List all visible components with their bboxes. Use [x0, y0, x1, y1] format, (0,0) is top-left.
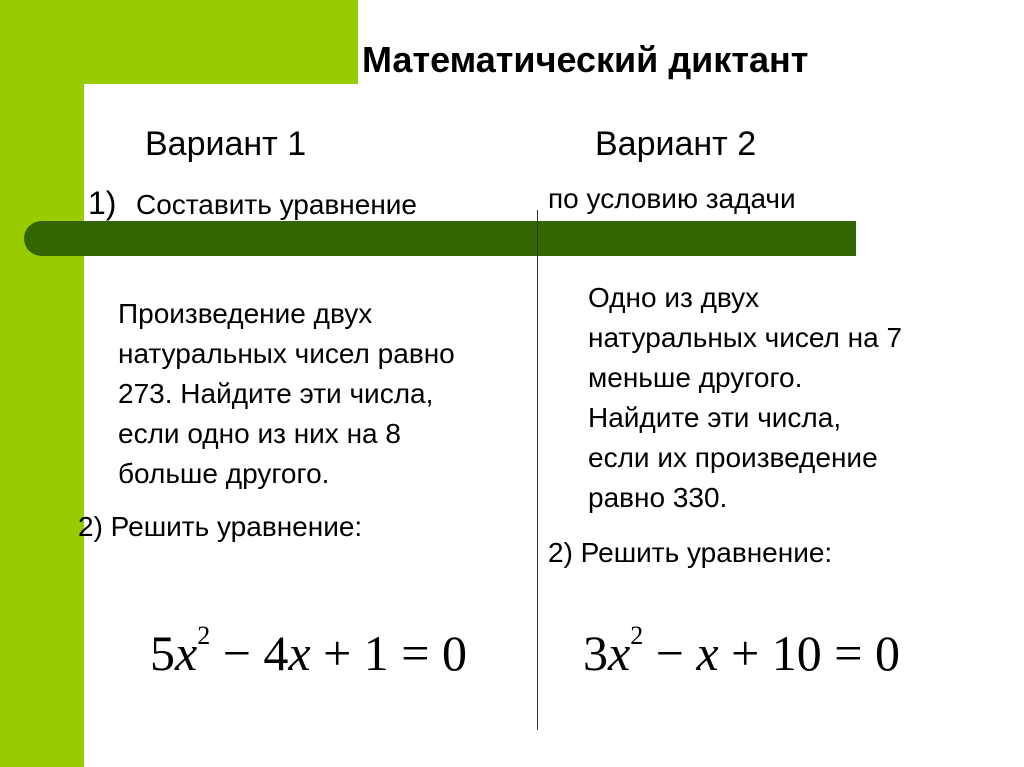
problem-line: равно 330. [588, 482, 728, 513]
eq-tail: + 10 = 0 [718, 625, 901, 681]
problem-line: Найдите эти числа, [588, 402, 842, 433]
task-1-text-right: по условию задачи [548, 183, 796, 214]
task-2-label-variant-1: 2) Решить уравнение: [78, 511, 363, 542]
eq-variable: x [288, 625, 311, 681]
green-side-bar [0, 0, 84, 767]
eq-variable: x [175, 625, 198, 681]
task-2-label-variant-2: 2) Решить уравнение: [548, 537, 833, 568]
task-1-number: 1) [88, 185, 117, 221]
problem-variant-2 [588, 278, 998, 518]
eq-term: − [643, 625, 697, 681]
variant-1-heading: Вариант 1 [145, 125, 307, 163]
problem-line: Одно из двух [588, 282, 760, 313]
horizontal-green-rule [24, 221, 856, 256]
eq-variable: x [696, 625, 719, 681]
slide-title: Математический диктант [362, 39, 809, 80]
problem-line: меньше другого. [588, 362, 803, 393]
problem-line: 273. Найдите эти числа, [118, 378, 434, 409]
problem-line: Произведение двух [118, 298, 373, 329]
task-1-text-left: Составить уравнение [136, 189, 417, 220]
problem-line: если их произведение [588, 442, 878, 473]
column-divider [537, 210, 538, 730]
eq-coefficient: 5 [150, 625, 175, 681]
eq-variable: x [608, 625, 631, 681]
problem-line: натуральных чисел на 7 [588, 322, 903, 353]
problem-variant-1 [118, 294, 533, 494]
eq-tail: + 1 = 0 [310, 625, 468, 681]
problem-line: если одно из них на 8 [118, 418, 401, 449]
green-top-block [0, 0, 358, 84]
eq-term: − 4 [210, 625, 289, 681]
eq-exponent: 2 [630, 621, 644, 650]
problem-line: больше другого. [118, 458, 330, 489]
eq-exponent: 2 [197, 621, 211, 650]
eq-coefficient: 3 [583, 625, 608, 681]
equation-variant-1 [150, 621, 468, 681]
problem-line: натуральных чисел равно [118, 338, 455, 369]
variant-2-heading: Вариант 2 [595, 125, 757, 163]
equation-variant-2 [583, 621, 901, 681]
